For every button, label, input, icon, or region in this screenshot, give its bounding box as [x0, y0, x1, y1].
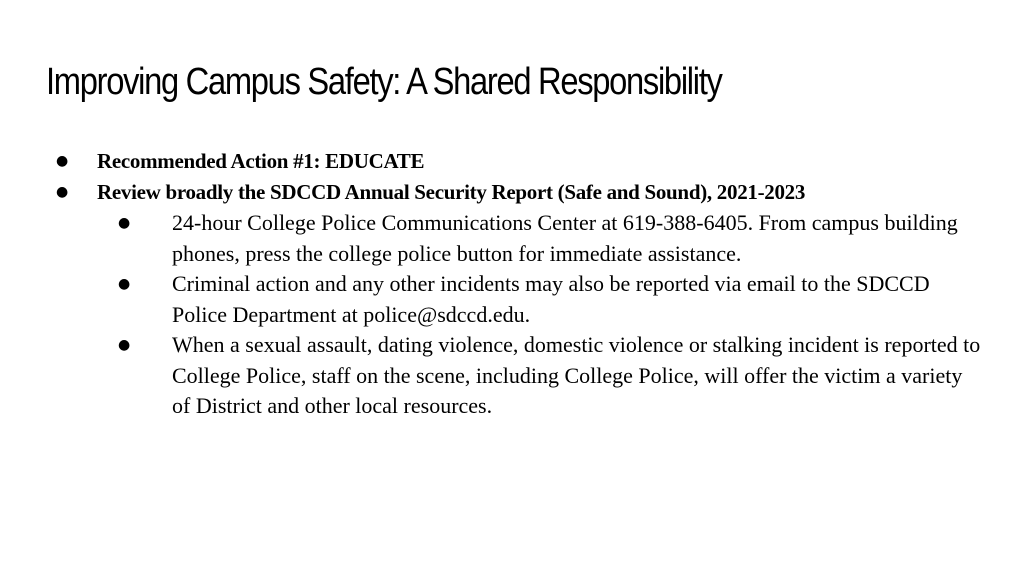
sub-bullet-list	[112, 208, 982, 422]
slide-title: Improving Campus Safety: A Shared Responsibility	[46, 61, 722, 103]
sub-item-email-reporting	[112, 269, 982, 330]
list-item-text: Review broadly the SDCCD Annual Security Report (Safe and Sound), 2021-2023	[97, 180, 806, 204]
bullet-icon: ●	[118, 276, 131, 292]
sub-item-communications-center	[112, 208, 982, 269]
slide-body	[52, 146, 982, 422]
list-item-recommended-action	[52, 146, 982, 177]
list-item-review-report	[52, 177, 982, 208]
sub-item-text: 24-hour College Police Communications Center at 619-388-6405. From campus building phones, press the college police button for immediate assistance.	[172, 210, 958, 266]
list-item-text: Recommended Action #1: EDUCATE	[97, 149, 425, 173]
bullet-icon: ●	[118, 215, 131, 231]
bullet-icon: ●	[56, 153, 68, 169]
sub-item-victim-resources	[112, 330, 982, 422]
sub-item-text: Criminal action and any other incidents may also be reported via email to the SDCCD Police Department at police@sdccd.edu.	[172, 271, 930, 327]
bullet-icon: ●	[56, 184, 68, 200]
bullet-list	[52, 146, 982, 208]
sub-item-text: When a sexual assault, dating violence, domestic violence or stalking incident is reported to College Police, staff on the scene, including College Police, will offer the victim a variety of District and other local resources.	[172, 332, 981, 418]
bullet-icon: ●	[118, 337, 131, 353]
